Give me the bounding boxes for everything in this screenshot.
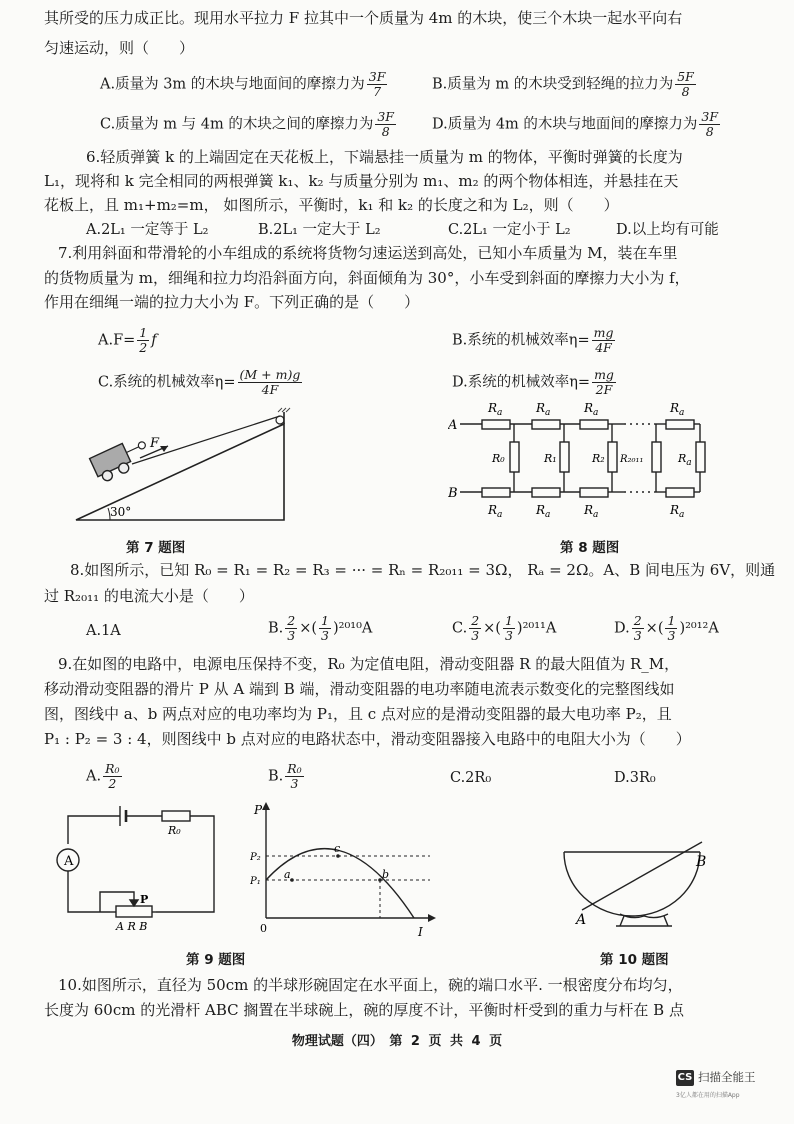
q5-option-c: C.质量为 m 与 4m 的木块之间的摩擦力为 $\frac{3F}{8}$	[100, 109, 394, 139]
q9-graph-i-axis: I	[418, 925, 423, 939]
q7-line1: 7.利用斜面和带滑轮的小车组成的系统将货物匀速运送到高处，已知小车质量为 M，装在车里	[58, 244, 678, 262]
q9-line4: P₁ : P₂ = 3 : 4，则图线中 b 点对应的电路状态中，滑动变阻器接入电路中的电阻大小为（ ）	[44, 730, 691, 748]
q9-option-a: A. $\frac{\text{R₀}}{2}$	[86, 761, 120, 791]
q5-option-b: B.质量为 m 的木块受到轻绳的拉力为 $\frac{5F}{8}$	[432, 69, 694, 99]
q7-fig-force-label: F	[150, 436, 160, 451]
q10-point-b: B	[696, 854, 707, 870]
q7-line3: 作用在细绳一端的拉力大小为 F。下列正确的是（ ）	[44, 293, 420, 311]
q8-option-d: D. $\frac{2}{3}$ ×( $\frac{1}{3}$ )²⁰¹²A	[614, 613, 719, 643]
svg-text:Ra: $R_a$	[584, 503, 599, 520]
scanner-app-name: 扫描全能王	[698, 1070, 756, 1084]
q9-option-d: D.3R₀	[614, 770, 656, 786]
q10-line2: 长度为 60cm 的光滑杆 ABC 搁置在半球碗上，碗的厚度不计，平衡时杆受到的重力与杆在 B 点	[44, 1001, 684, 1019]
svg-text:Ra: $R_a$	[678, 452, 692, 468]
q8-ladder-figure	[448, 396, 724, 522]
q7-option-a: A.F= $\frac{1}{2}$ f	[98, 325, 157, 355]
svg-text:Ra: $R_a$	[670, 503, 685, 520]
q5-line1: 其所受的压力成正比。现用水平拉力 F 拉其中一个质量为 4m 的木块，使三个木块一起水平向右	[44, 9, 683, 27]
q5-line2: 匀速运动，则（ ）	[44, 39, 195, 57]
q7-figure-caption: 第 7 题图	[126, 540, 186, 556]
q7-line2: 的货物质量为 m，细绳和拉力均沿斜面方向，斜面倾角为 30°，小车受到斜面的摩擦力大小为 f，	[44, 269, 690, 287]
q9-graph-p-axis: P	[254, 803, 263, 817]
svg-text:Ra: $R_a$	[488, 401, 503, 418]
q9-graph-point-c: c	[334, 842, 341, 855]
q9-graph-point-b: b	[382, 868, 390, 881]
q6-option-c: C.2L₁ 一定小于 L₂	[448, 222, 571, 238]
q8-option-b: B. $\frac{2}{3}$ ×( $\frac{1}{3}$ )²⁰¹⁰A	[268, 613, 373, 643]
scanner-app-slogan: 3亿人都在用的扫描App	[676, 1092, 740, 1099]
q6-option-b: B.2L₁ 一定大于 L₂	[258, 222, 381, 238]
scanner-logo: CS	[676, 1070, 694, 1086]
page-footer: 物理试题（四） 第 2 页 共 4 页	[291, 1034, 503, 1049]
svg-text:Ra: $R_a$	[670, 401, 685, 418]
q10-bowl-figure	[560, 834, 740, 942]
q6-line3: 花板上，且 m₁+m₂=m， 如图所示，平衡时，k₁ 和 k₂ 的长度之和为 L₂，则（ ）	[44, 196, 619, 214]
q9-graph-p2: P₂	[250, 852, 261, 863]
q9-power-graph	[250, 800, 440, 940]
q9-graph-point-a: a	[284, 868, 291, 881]
q8-figure-caption: 第 8 题图	[560, 540, 620, 556]
q6-option-a: A.2L₁ 一定等于 L₂	[86, 222, 209, 238]
q9-arb-label: A R B	[116, 920, 148, 933]
q9-circuit-figure	[50, 800, 222, 934]
q8-label-r0: R₀	[492, 452, 505, 465]
q6-line2: L₁，现将和 k 完全相同的两根弹簧 k₁、k₂ 与质量分别为 m₁、m₂ 的两个物体相连，并悬挂在天	[44, 172, 679, 190]
q9-line3: 图，图线中 a、b 两点对应的电功率均为 P₁，且 c 点对应的是滑动变阻器的最大电功率 P₂，且	[44, 705, 672, 723]
q5-option-a: A.质量为 3m 的木块与地面间的摩擦力为 $\frac{3F}{7}$	[100, 69, 386, 99]
q10-line1: 10.如图所示，直径为 50cm 的半球形碗固定在水平面上，碗的端口水平. 一根密度分布均匀，	[58, 976, 683, 994]
q8-line2: 过 R₂₀₁₁ 的电流大小是（ ）	[44, 587, 254, 605]
svg-text:Ra: $R_a$	[488, 503, 503, 520]
q9-option-b: B. $\frac{\text{R₀}}{3}$	[268, 761, 302, 791]
q7-incline-figure	[70, 404, 310, 526]
q6-option-d: D.以上均有可能	[616, 222, 719, 238]
q8-terminal-a: A	[448, 418, 458, 433]
q7-fig-angle-label: 30°	[110, 505, 132, 519]
svg-text:Ra: $R_a$	[584, 401, 599, 418]
q7-option-c: C.系统的机械效率η= $\frac{(M + m)g}{4F}$	[98, 367, 301, 397]
svg-text:Ra: $R_a$	[536, 503, 551, 520]
q8-option-a: A.1A	[86, 623, 121, 639]
q9-figure-caption: 第 9 题图	[186, 952, 246, 968]
svg-text:Ra: $R_a$	[536, 401, 551, 418]
q9-slider-label: P	[140, 893, 149, 906]
q9-line1: 9.在如图的电路中，电源电压保持不变，R₀ 为定值电阻，滑动变阻器 R 的最大阻值为 R_M，	[58, 655, 680, 673]
q9-graph-origin: 0	[260, 922, 267, 935]
q7-option-b: B.系统的机械效率η= $\frac{mg}{4F}$	[452, 325, 614, 355]
q5-option-d: D.质量为 4m 的木块与地面间的摩擦力为 $\frac{3F}{8}$	[432, 109, 719, 139]
q9-ammeter-label: A	[64, 854, 74, 869]
q8-label-r2: R₂	[592, 452, 605, 465]
q9-r0-label: R₀	[168, 824, 181, 837]
q8-label-r1: R₁	[544, 452, 557, 465]
q9-graph-p1: P₁	[250, 876, 261, 887]
q9-option-c: C.2R₀	[450, 770, 492, 786]
q6-line1: 6.轻质弹簧 k 的上端固定在天花板上，下端悬挂一质量为 m 的物体，平衡时弹簧的长度为	[86, 148, 683, 166]
q7-option-d: D.系统的机械效率η= $\frac{mg}{2F}$	[452, 367, 614, 397]
q10-point-a: A	[576, 912, 587, 928]
q8-option-c: C. $\frac{2}{3}$ ×( $\frac{1}{3}$ )²⁰¹¹A	[452, 613, 557, 643]
q10-figure-caption: 第 10 题图	[600, 952, 669, 968]
q8-line1: 8.如图所示，已知 R₀ = R₁ = R₂ = R₃ = ··· = Rₙ = R₂₀₁₁ = 3Ω， Rₐ = 2Ω。A、B 间电压为 6V，则通	[70, 561, 776, 579]
q8-terminal-b: B	[448, 486, 458, 501]
q9-line2: 移动滑动变阻器的滑片 P 从 A 端到 B 端，滑动变阻器的电功率随电流表示数变化的完整图线如	[44, 680, 675, 698]
q8-label-r2011: R₂₀₁₁	[620, 454, 644, 465]
